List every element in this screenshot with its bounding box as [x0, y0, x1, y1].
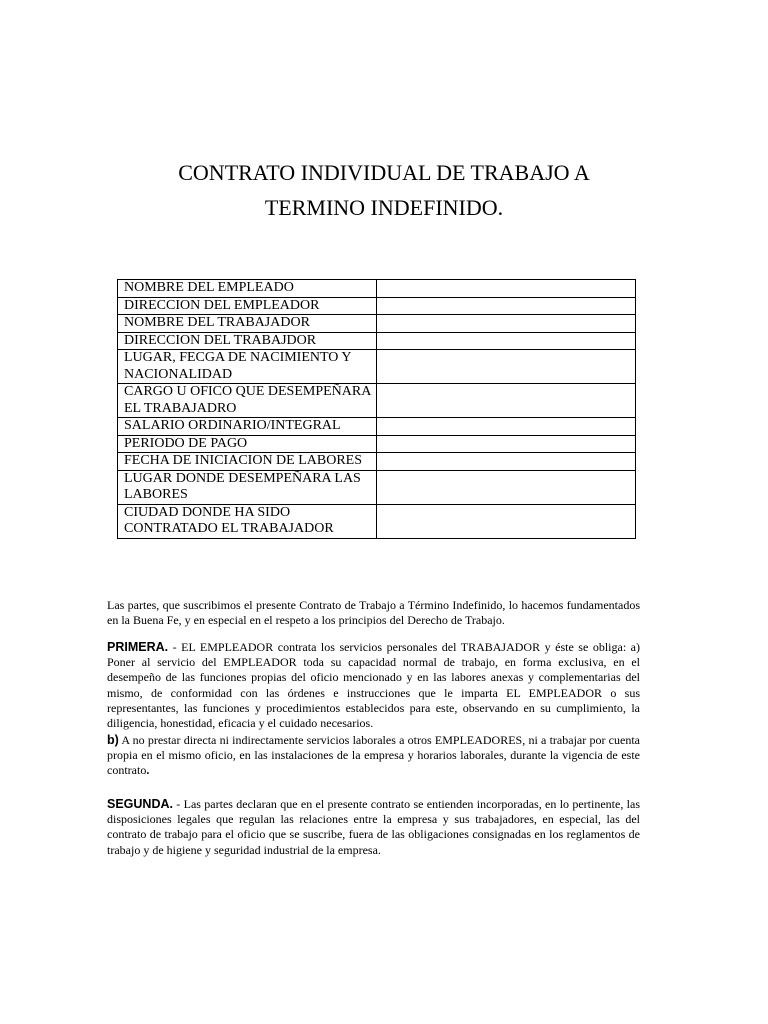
- table-row: [118, 470, 636, 504]
- field-label-periodo-pago: PERIODO DE PAGO: [118, 435, 377, 453]
- table-row: [118, 350, 636, 384]
- field-value-periodo-pago[interactable]: [377, 435, 636, 453]
- clause-primera: [107, 640, 640, 731]
- clause-primera-text: - EL EMPLEADOR contrata los servicios personales del TRABAJADOR y éste se obliga: a) Poner al servicio del EMPLEADOR toda su capacidad normal de trabajo, en forma exclusiva, en el desempeño de las funciones propias del oficio mencionado y en las labores anexas y complementarias del mismo, de conformidad con las órdenes e instrucciones que le imparta EL EMPLEADOR o sus representantes, las funciones y procedimientos establecidos para este, observando en su cumplimiento, la diligencia, honestidad, eficacia y el cuidado necesarios.: [107, 640, 640, 731]
- table-row: [118, 280, 636, 298]
- field-label-cargo-oficio: CARGO U OFICO QUE DESEMPEÑARA EL TRABAJADRO: [118, 384, 377, 418]
- field-label-nombre-trabajador: NOMBRE DEL TRABAJADOR: [118, 315, 377, 333]
- clause-segunda-text: - Las partes declaran que en el presente contrato se entienden incorporadas, en lo pertinente, las disposiciones legales que regulan las relaciones entre la empresa y sus trabajadores, en especial, las del contrato de trabajo para el oficio que se suscribe, fuera de las obligaciones consignadas en los reglamentos de trabajo y de higiene y seguridad industrial de la empresa.: [107, 797, 640, 857]
- field-value-lugar-fecha-nacimiento[interactable]: [377, 350, 636, 384]
- clause-b-text: A no prestar directa ni indirectamente servicios laborales a otros EMPLEADORES, ni a trabajar por cuenta propia en el mismo oficio, en las instalaciones de la empresa y horarios laborales, durante la vigencia de este contrato: [107, 733, 640, 778]
- field-value-cargo-oficio[interactable]: [377, 384, 636, 418]
- table-row: [118, 315, 636, 333]
- field-value-ciudad-contratacion[interactable]: [377, 504, 636, 538]
- field-value-fecha-iniciacion[interactable]: [377, 453, 636, 471]
- clause-segunda: [107, 797, 640, 858]
- field-label-lugar-labores: LUGAR DONDE DESEMPEÑARA LAS LABORES: [118, 470, 377, 504]
- field-label-salario: SALARIO ORDINARIO/INTEGRAL: [118, 418, 377, 436]
- field-value-lugar-labores[interactable]: [377, 470, 636, 504]
- table-row: [118, 332, 636, 350]
- field-label-direccion-empleador: DIRECCION DEL EMPLEADOR: [118, 297, 377, 315]
- field-value-nombre-trabajador[interactable]: [377, 315, 636, 333]
- field-value-direccion-empleador[interactable]: [377, 297, 636, 315]
- field-label-lugar-fecha-nacimiento: LUGAR, FECGA DE NACIMIENTO Y NACIONALIDAD: [118, 350, 377, 384]
- clause-primera-heading: PRIMERA.: [107, 640, 169, 654]
- table-row: [118, 435, 636, 453]
- field-label-nombre-empleado: NOMBRE DEL EMPLEADO: [118, 280, 377, 298]
- table-row: [118, 297, 636, 315]
- table-row: [118, 504, 636, 538]
- intro-paragraph: Las partes, que suscribimos el presente Contrato de Trabajo a Término Indefinido, lo hacemos fundamentados en la Buena Fe, y en especial en el respeto a los principios del Derecho de Trabajo.: [107, 598, 640, 628]
- field-label-ciudad-contratacion: CIUDAD DONDE HA SIDO CONTRATADO EL TRABAJADOR: [118, 504, 377, 538]
- table-row: [118, 453, 636, 471]
- document-title-line-2: TERMINO INDEFINIDO.: [264, 195, 504, 220]
- contract-fields-table: [117, 279, 636, 539]
- clause-b-marker: b): [107, 733, 119, 747]
- document-title-line-1: CONTRATO INDIVIDUAL DE TRABAJO A: [178, 160, 590, 185]
- field-label-direccion-trabajador: DIRECCION DEL TRABAJDOR: [118, 332, 377, 350]
- clause-b: [107, 733, 640, 779]
- field-value-salario[interactable]: [377, 418, 636, 436]
- table-row: [118, 384, 636, 418]
- field-label-fecha-iniciacion: FECHA DE INICIACION DE LABORES: [118, 453, 377, 471]
- clause-b-end: .: [146, 763, 150, 778]
- clause-segunda-heading: SEGUNDA.: [107, 797, 173, 811]
- field-value-direccion-trabajador[interactable]: [377, 332, 636, 350]
- table-row: [118, 418, 636, 436]
- field-value-nombre-empleado[interactable]: [377, 280, 636, 298]
